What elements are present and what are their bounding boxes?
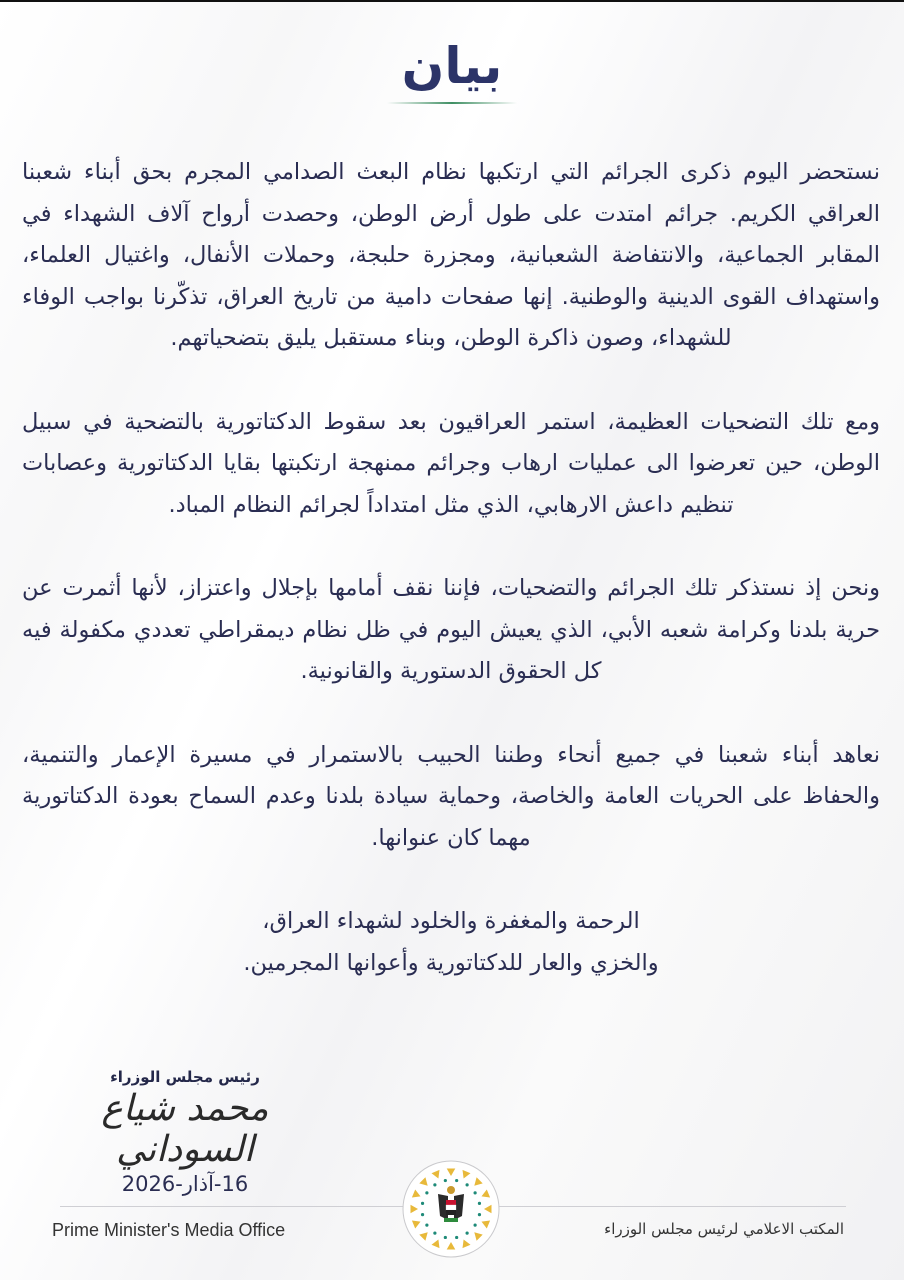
emblem-dot	[433, 1232, 436, 1235]
paragraph-4: نعاهد أبناء شعبنا في جميع أنحاء وطننا الحبيب بالاستمرار في مسيرة الإعمار والتنمية، والحفاظ على الحريات العامة والخاصة، وحماية سيادة بلدنا وعدم السماح بعودة الدكتاتورية مهما كان عنوانها.	[22, 741, 880, 851]
emblem-dot	[455, 1179, 458, 1182]
header	[0, 34, 904, 104]
emblem-dot	[455, 1236, 458, 1239]
top-border	[0, 0, 904, 2]
title-underline	[387, 102, 517, 104]
footer-divider-left	[60, 1206, 410, 1207]
statement-body	[22, 152, 880, 984]
emblem-dot	[421, 1202, 424, 1205]
footer-office-english: Prime Minister's Media Office	[52, 1220, 286, 1240]
closing-line-1: الرحمة والمغفرة والخلود لشهداء العراق،	[262, 908, 640, 934]
emblem-dot	[478, 1202, 481, 1205]
emblem-dot	[466, 1183, 469, 1186]
emblem-dot	[478, 1213, 481, 1216]
signatory-name-calligraphy: محمد شياع السوداني	[101, 1088, 269, 1170]
emblem-dot	[444, 1179, 447, 1182]
footer-office-arabic: المكتب الاعلامي لرئيس مجلس الوزراء	[604, 1220, 844, 1238]
emblem-dot	[474, 1224, 477, 1227]
emblem-dot	[421, 1213, 424, 1216]
emblem-dot	[444, 1236, 447, 1239]
statement-date: 16-آذار-2026	[121, 1172, 249, 1196]
emblem-dot	[425, 1224, 428, 1227]
signatory-position: رئيس مجلس الوزراء	[110, 1068, 260, 1086]
paragraph-3: ونحن إذ نستذكر تلك الجرائم والتضحيات، فإننا نقف أمامها بإجلال واعتزاز، لأنها أثمرت عن حرية بلدنا وكرامة شعبه الأبي، الذي يعيش اليوم في ظل نظام ديمقراطي تعددي مكفولة فيه كل الحقوق الدستورية والقانونية.	[22, 575, 880, 684]
emblem-dot	[466, 1232, 469, 1235]
page-title: بيان	[401, 37, 503, 95]
emblem-dot	[425, 1191, 428, 1194]
footer-divider-right	[496, 1206, 846, 1207]
closing-line-2: والخزي والعار للدكتاتورية وأعوانها المجرمين.	[243, 949, 659, 976]
emblem-dot	[433, 1183, 436, 1186]
paragraph-1: نستحضر اليوم ذكرى الجرائم التي ارتكبها نظام البعث الصدامي المجرم بحق أبناء شعبنا العراقي الكريم. جرائم امتدت على طول أرض الوطن، وحصدت أرواح آلاف الشهداء في المقابر الجماعية، والانتفاضة الشعبانية، ومجزرة حلبجة، وحملات الأنفال، واغتيال العلماء، واستهداف القوى الدينية والوطنية. إنها صفحات دامية من تاريخ العراق، تذكّرنا بواجب الوفاء للشهداء، وصون ذاكرة الوطن، وبناء مستقبل يليق بتضحياتهم.	[22, 159, 880, 351]
signature-block	[60, 1068, 310, 1196]
paragraph-2: ومع تلك التضحيات العظيمة، استمر العراقيون بعد سقوط الدكتاتورية بالتضحية في سبيل الوطن، حين تعرضوا الى عمليات ارهاب وجرائم ممنهجة ارتكبتها بقايا الدكتاتورية وعصابات تنظيم داعش الارهابي، الذي مثل امتداداً لجرائم النظام المباد.	[22, 408, 880, 518]
emblem-dot	[474, 1191, 477, 1194]
iraq-coat-of-arms-icon	[402, 1160, 500, 1258]
